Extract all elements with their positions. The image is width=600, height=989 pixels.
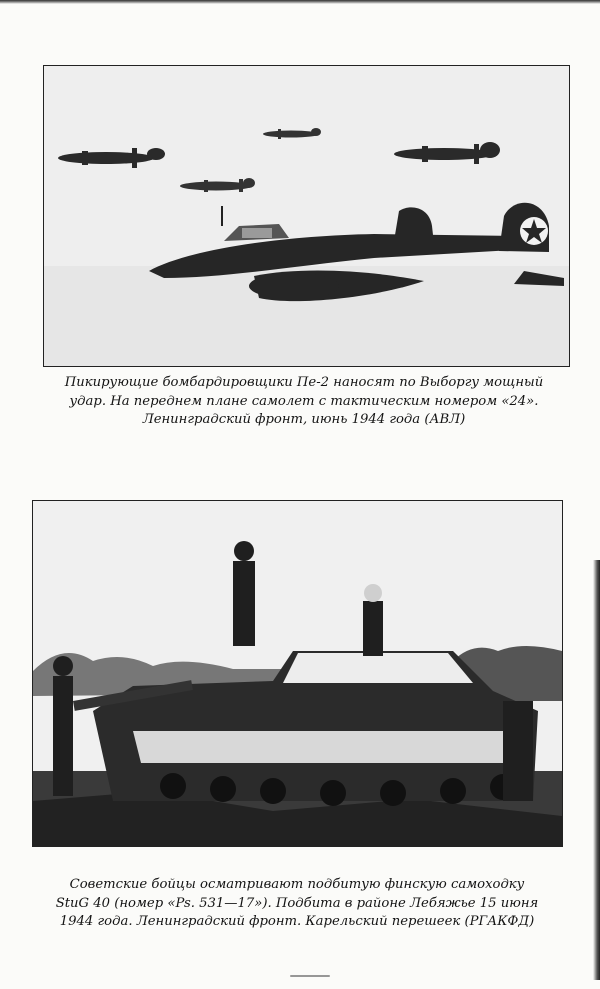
caption-line: удар. На переднем плане самолет с тактическим номером «24». — [69, 393, 539, 409]
stug-photo — [32, 500, 563, 847]
scan-mark — [290, 975, 330, 977]
scan-top-edge — [0, 0, 600, 4]
scan-right-edge — [593, 560, 600, 980]
stug-caption — [22, 876, 572, 932]
bombers-photo — [43, 65, 570, 367]
caption-line: StuG 40 (номер «Ps. 531—17»). Подбита в районе Лебяжье 15 июня — [55, 895, 539, 911]
caption-line: Ленинградский фронт, июнь 1944 года (АВЛ) — [142, 412, 466, 427]
caption-line: Пикирующие бомбардировщики Пе-2 наносят по Выборгу мощный — [64, 375, 544, 390]
bombers-photo-illustration — [44, 66, 569, 366]
caption-line: 1944 года. Ленинградский фронт. Карельский перешеек (РГАКФД) — [59, 914, 535, 929]
bombers-caption — [36, 374, 572, 430]
stug-photo-illustration — [33, 501, 562, 846]
caption-line: Советские бойцы осматривают подбитую финскую самоходку — [69, 877, 525, 892]
